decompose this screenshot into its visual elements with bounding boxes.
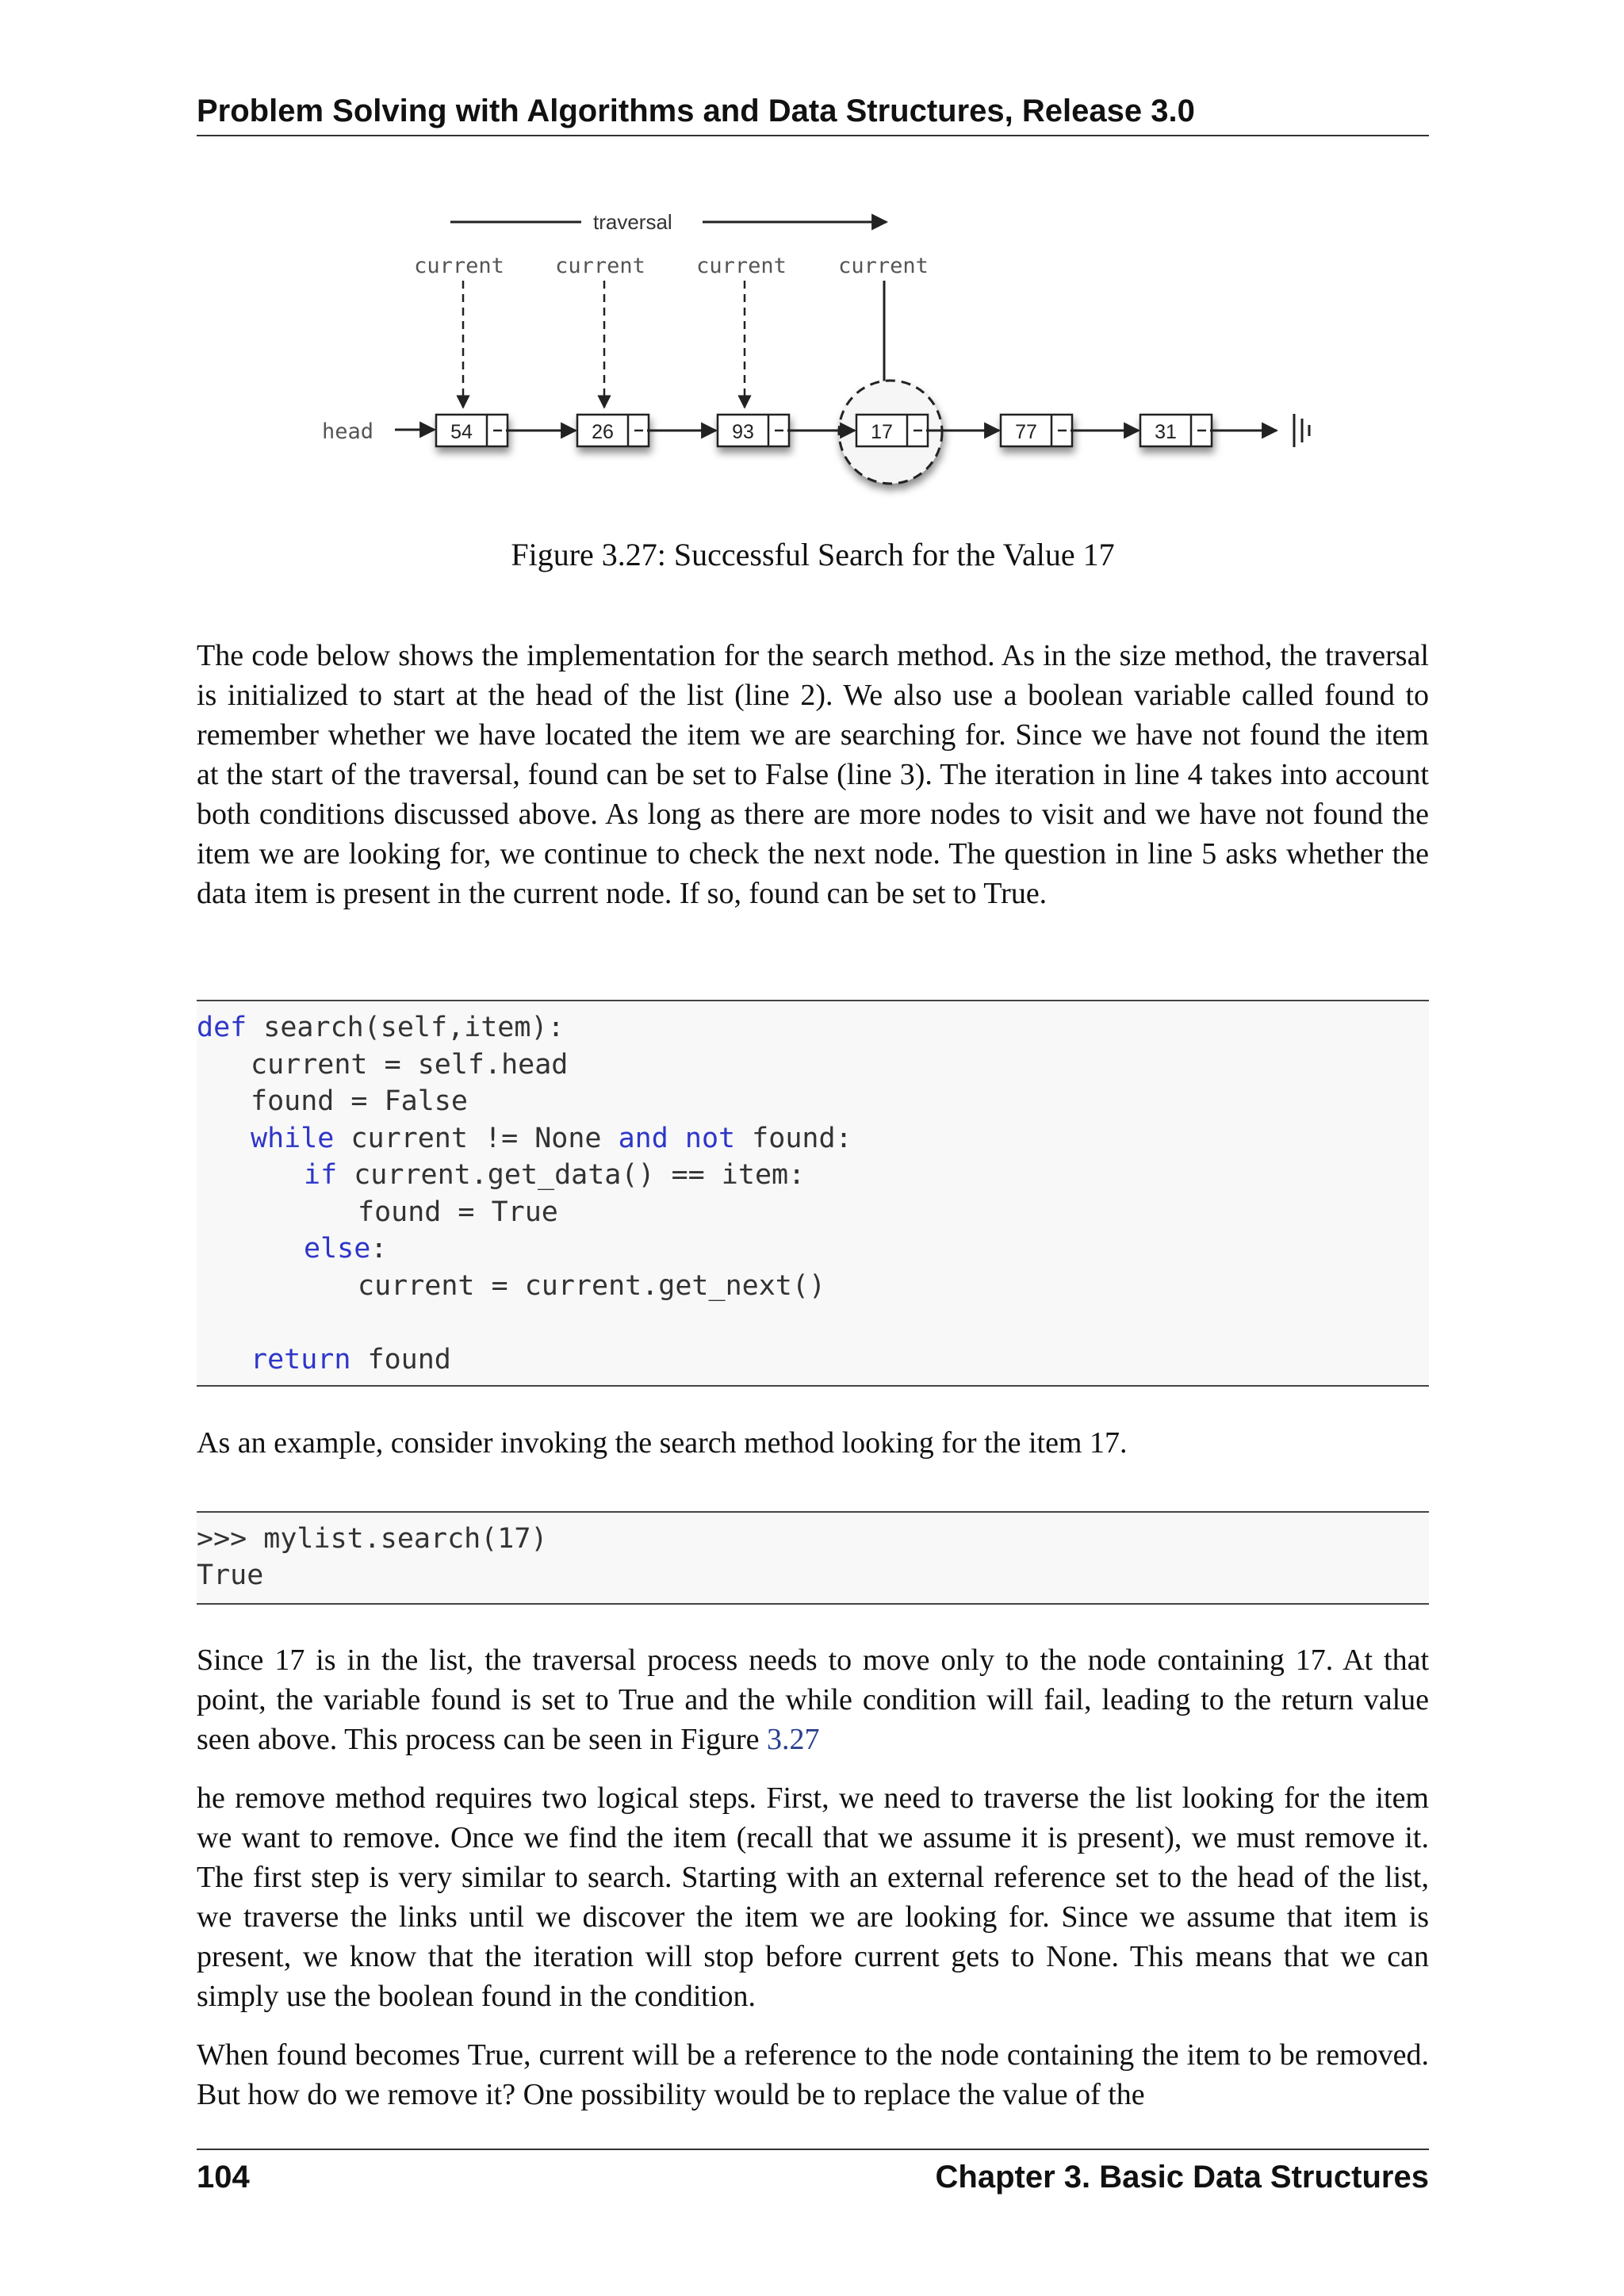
list-node-17 — [856, 415, 928, 446]
code-line-8: current = current.get_next() — [358, 1270, 826, 1302]
current-label-3: current — [696, 254, 787, 278]
code-line-5: if current.get_data() == item: — [304, 1159, 806, 1191]
code-line-3: found = False — [251, 1085, 468, 1117]
paragraph-result-explanation: Since 17 is in the list, the traversal process needs to move only to the node containing 17. At that point, the variable found is set to True and the while condition will fail, leading to the return value seen above. This process can be seen in Figure 3.27 — [197, 1644, 1429, 1756]
list-node-77 — [1001, 415, 1072, 446]
figure-reference-link[interactable]: 3.27 — [766, 1723, 820, 1756]
page-number: 104 — [197, 2160, 250, 2195]
running-header: Problem Solving with Algorithms and Data Structures, Release 3.0 — [197, 94, 1195, 128]
chapter-title: Chapter 3. Basic Data Structures — [935, 2160, 1429, 2195]
svg-text:54: 54 — [450, 421, 473, 443]
svg-text:93: 93 — [732, 421, 754, 443]
code-rule-bottom — [197, 1385, 1429, 1387]
code-line-1: def search(self,item): — [197, 1012, 565, 1043]
paragraph-example-intro: As an example, consider invoking the search method looking for the item 17. — [197, 1426, 1128, 1460]
code2-rule-bottom — [197, 1603, 1429, 1605]
code-line-9: return found — [251, 1344, 451, 1376]
traversal-label: traversal — [593, 210, 672, 234]
paragraph-search-explanation: The code below shows the implementation for the search method. As in the size method, the traversal is initialized to start at the head of the list (line 2). We also use a boolean variable called found to remember whether we have located the item we are searching for. Since we have not found the item at the start of the traversal, found can be set to False (line 3). The iteration in line 4 takes into account both conditions discussed above. As long as there are more nodes to visit and we have not found the item we are looking for, we continue to check the next node. The question in line 5 asks whether the data item is present in the current node. If so, found can be set to True. — [197, 639, 1429, 910]
current-label-1: current — [414, 254, 504, 278]
list-node-93 — [718, 415, 789, 446]
paragraph-remove-continued: When found becomes True, current will be a reference to the node containing the item to be removed. But how do we remove it? One possibility would be to replace the value of the — [197, 2038, 1429, 2111]
code-line-2: current = self.head — [251, 1049, 569, 1081]
null-terminator-icon — [1294, 414, 1309, 447]
list-node-31 — [1140, 415, 1212, 446]
svg-text:17: 17 — [871, 421, 893, 443]
current-label-2: current — [555, 254, 645, 278]
session-line-2: True — [197, 1559, 264, 1591]
linked-list-search-figure — [308, 198, 1323, 515]
search-code-block — [197, 1001, 1429, 1385]
svg-text:77: 77 — [1015, 421, 1037, 443]
svg-text:31: 31 — [1155, 421, 1177, 443]
interactive-session-block — [197, 1513, 1429, 1603]
session-line-1: >>> mylist.search(17) — [197, 1523, 548, 1555]
code-line-4: while current != None and not found: — [251, 1123, 852, 1154]
paragraph-remove-method: he remove method requires two logical steps. First, we need to traverse the list looking for the item we want to remove. Once we find the item (recall that we assume it is present), we must remove it. The first step is very similar to search. Starting with an external reference set to the head of the list, we traverse the links until we discover the item we are looking for. Since we assume that item is present, we know that the iteration will stop before current gets to None. This means that we can simply use the boolean found in the condition. — [197, 1781, 1429, 2013]
list-node-26 — [577, 415, 649, 446]
footer-rule — [197, 2149, 1429, 2150]
figure-caption: Figure 3.27: Successful Search for the Value 17 — [511, 537, 1115, 572]
header-rule — [197, 135, 1429, 136]
figure-svg — [308, 198, 1323, 515]
head-label: head — [322, 419, 374, 444]
current-label-4: current — [838, 254, 929, 278]
code-line-7: else: — [304, 1233, 388, 1265]
list-node-54 — [436, 415, 508, 446]
code-line-6: found = True — [358, 1196, 558, 1228]
svg-text:26: 26 — [592, 421, 614, 443]
